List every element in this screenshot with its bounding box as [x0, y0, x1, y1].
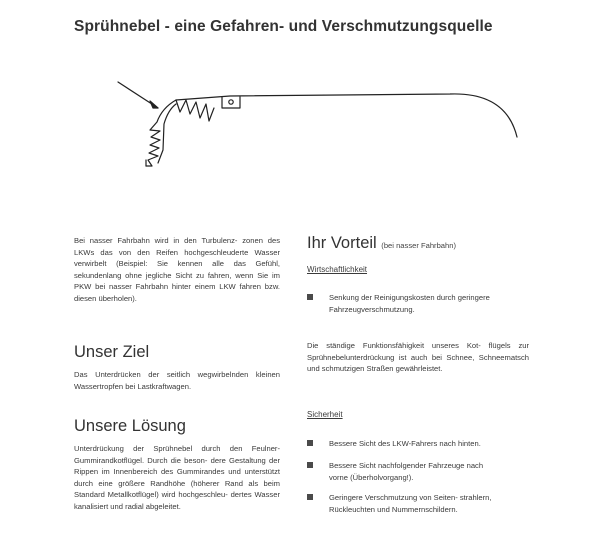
bullet-square-icon [307, 440, 313, 446]
vorteil-heading-note: (bei nasser Fahrbahn) [381, 241, 457, 250]
list-item: Senkung der Reinigungskosten durch geringere Fahrzeugverschmutzung. [307, 292, 537, 315]
vorteil-heading [307, 234, 527, 253]
wirtschaft-label: Wirtschaftlichkeit [307, 265, 368, 274]
ziel-heading: Unser Ziel [74, 343, 150, 361]
ziel-text: Das Unterdrücken der seitlich wegwirbelnden kleinen Wassertropfen bei Lastkraftwagen. [74, 370, 280, 391]
list-item: Geringere Verschmutzung von Seiten- strahlern, Rückleuchten und Nummernschildern. [307, 492, 517, 515]
bullet-square-icon [307, 494, 313, 500]
page-title: Sprühnebel - eine Gefahren- und Verschmutzungsquelle [74, 18, 493, 35]
bullet-square-icon [307, 294, 313, 300]
list-item: Bessere Sicht des LKW-Fahrers nach hinten. [307, 438, 537, 450]
bullet-square-icon [307, 462, 313, 468]
vorteil-heading-main: Ihr Vorteil [307, 234, 377, 252]
loesung-text: Unterdrückung der Sprühnebel durch den Feulner-Gummirandkotflügel. Durch die beson- dere Gestaltung der Rippen im Innenbereich des Gummirandes und unterstützt durch eine größere Randhöhe (höherer Rand als beim Standard Metallkotflügel) wird hochgeschleu- dertes Wasser kanalisiert und radial abgeleitet. [74, 444, 280, 511]
intro-paragraph: Bei nasser Fahrbahn wird in den Turbulenz- zonen des LKWs das von den Reifen hochgeschleuderte Wasser verwirbelt (Beispiel: Sie kennen alle das Gefühl, sekundenlang ohne jegliche Sicht zu fahren, wenn Sie im PKW bei nasser Fahrbahn hinter einem LKW fahren bzw. diesen überholen). [74, 236, 280, 303]
loesung-heading: Unsere Lösung [74, 417, 186, 435]
list-item: Bessere Sicht nachfolgender Fahrzeuge nach vorne (Überholvorgang!). [307, 460, 517, 483]
rubber-edge-ribs [146, 100, 214, 166]
wirtschaft-text: Die ständige Funktionsfähigkeit unseres Kot- flügels zur Sprühnebelunterdrückung ist auch bei Schnee, Schneematsch und schmutzigen Straßen gewährleistet. [307, 341, 529, 374]
sicherheit-label: Sicherheit [307, 410, 343, 419]
fender-outline [176, 94, 517, 137]
mudguard-diagram [0, 0, 593, 200]
